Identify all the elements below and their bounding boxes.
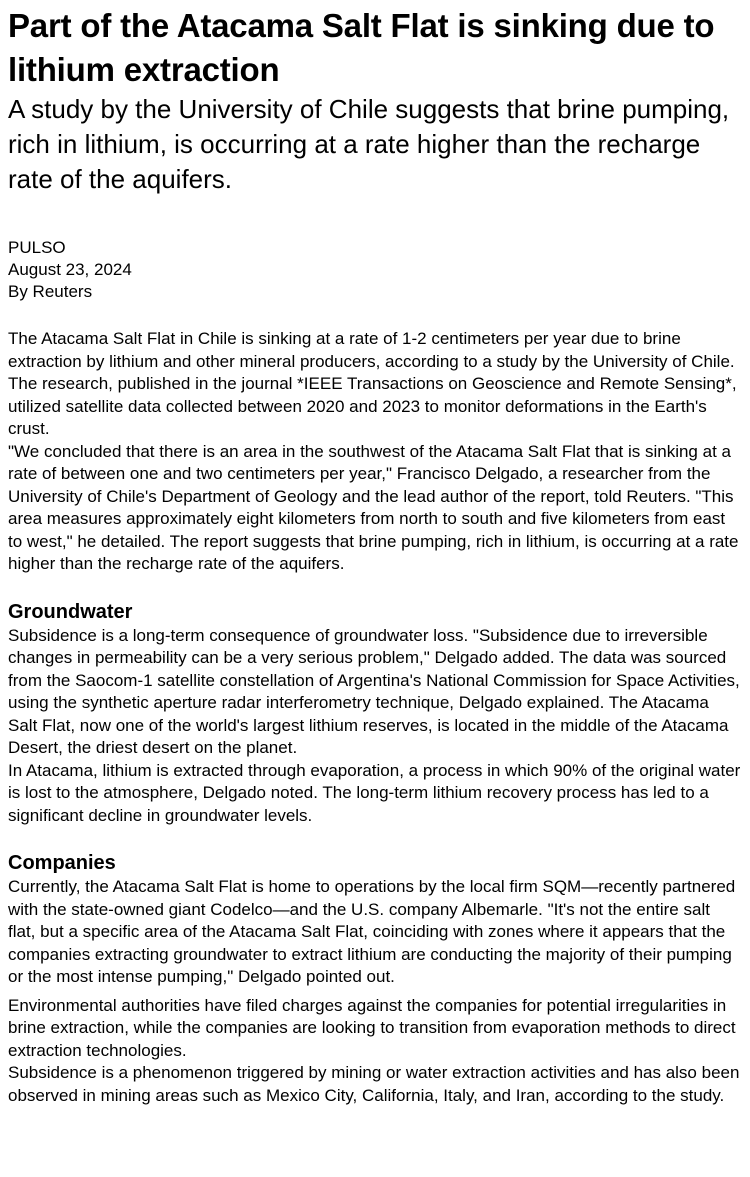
article-byline: By Reuters <box>8 282 93 301</box>
section-heading-companies: Companies <box>8 852 116 874</box>
section-heading-groundwater: Groundwater <box>8 600 133 623</box>
section-paragraph: Currently, the Atacama Salt Flat is home to operations by the local firm SQM—recently partnered with the state-owned giant Codelco—and the U.S. company Albemarle. "It's not the entire salt flat, but a specific area of the Atacama Salt Flat, coinciding with zones where it appears that the companies extracting groundwater to extract lithium are conducting the majority of their pumping or the most intense pumping," Delgado pointed out. <box>8 877 736 986</box>
article-date: August 23, 2024 <box>8 260 132 279</box>
article-source: PULSO <box>8 238 66 257</box>
intro-paragraph: "We concluded that there is an area in the southwest of the Atacama Salt Flat that is sinking at a rate of between one and two centimeters per year," Francisco Delgado, a researcher from the University of Chile's Department of Geology and the lead author of the report, told Reuters. "This area measures approximately eight kilometers from north to south and five kilometers from east to west," he detailed. The report suggests that brine pumping, rich in lithium, is occurring at a rate higher than the recharge rate of the aquifers. <box>8 441 739 573</box>
section-groundwater <box>8 600 742 828</box>
article-headline: Part of the Atacama Salt Flat is sinking due to lithium extraction <box>8 7 715 88</box>
section-paragraph: In Atacama, lithium is extracted through evaporation, a process in which 90% of the original water is lost to the atmosphere, Delgado noted. The long-term lithium recovery process has led to a significant decline in groundwater levels. <box>8 760 741 825</box>
section-paragraph: Environmental authorities have filed charges against the companies for potential irregularities in brine extraction, while the companies are looking to transition from evaporation methods to direct extraction technologies. <box>8 995 736 1060</box>
section-companies <box>8 851 742 1107</box>
section-paragraph: Subsidence is a long-term consequence of groundwater loss. "Subsidence due to irreversible changes in permeability can be a very serious problem," Delgado added. The data was sourced from the Saocom-1 satellite constellation of Argentina's National Commission for Space Activities, using the synthetic aperture radar interferometry technique, Delgado explained. The Atacama Salt Flat, now one of the world's largest lithium reserves, is located in the middle of the Atacama Desert, the driest desert on the planet. <box>8 625 740 757</box>
intro-paragraph: The Atacama Salt Flat in Chile is sinking at a rate of 1-2 centimeters per year due to brine extraction by lithium and other mineral producers, according to a study by the University of Chile. The research, published in the journal *IEEE Transactions on Geoscience and Remote Sensing*, utilized satellite data collected between 2020 and 2023 to monitor deformations in the Earth's crust. <box>8 329 737 438</box>
article-meta <box>8 237 742 303</box>
article-intro <box>8 328 742 576</box>
article-subheadline: A study by the University of Chile suggests that brine pumping, rich in lithium, is occurring at a rate higher than the recharge rate of the aquifers. <box>8 94 730 194</box>
section-paragraph: Subsidence is a phenomenon triggered by mining or water extraction activities and has also been observed in mining areas such as Mexico City, California, Italy, and Iran, according to the study. <box>8 1063 740 1105</box>
